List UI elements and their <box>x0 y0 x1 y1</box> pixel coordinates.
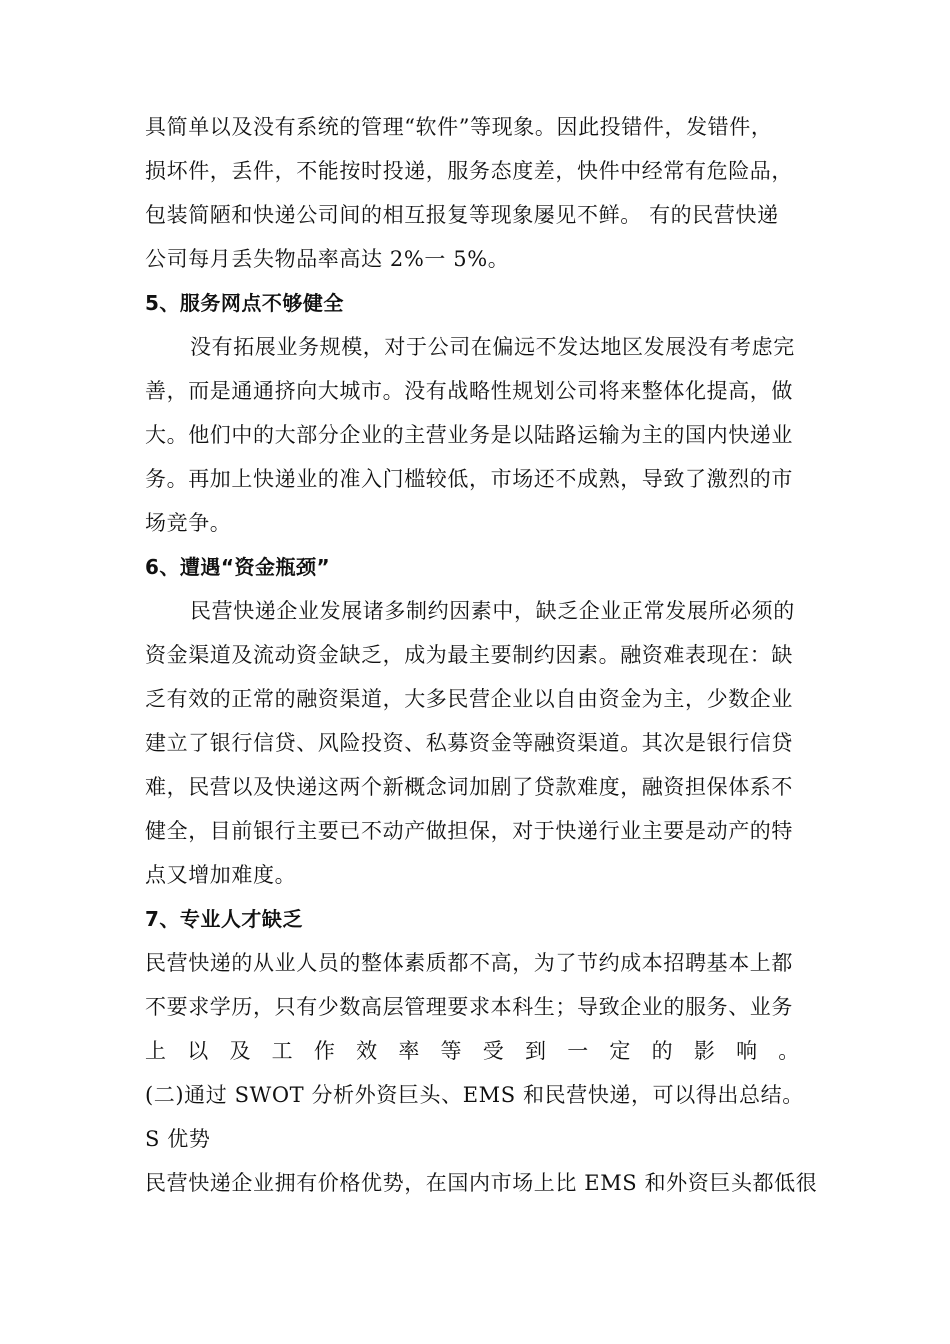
spread-char: 等 <box>440 1039 463 1063</box>
s-strength-heading: S 优势 <box>145 1127 211 1151</box>
spread-char: 定 <box>609 1039 632 1063</box>
section7-heading: 7、专业人才缺乏 <box>145 907 303 931</box>
spread-char: 一 <box>567 1039 589 1063</box>
intro-line-1: 具简单以及没有系统的管理“软件”等现象。因此投错件，发错件， <box>145 115 773 139</box>
spread-char: 响 <box>736 1039 758 1063</box>
spread-char: 到 <box>524 1039 547 1063</box>
swot-summary-line: (二)通过 SWOT 分析外资巨头、EMS 和民营快递，可以得出总结。 <box>145 1083 804 1107</box>
section7-line-1: 民营快递的从业人员的整体素质都不高，为了节约成本招聘基本上都 <box>145 951 793 975</box>
section5-line-4: 务。再加上快递业的准入门槛较低，市场还不成熟，导致了激烈的市 <box>145 467 793 491</box>
intro-line-3: 包装简陋和快递公司间的相互报复等现象屡见不鲜。 有的民营快递 <box>145 203 779 227</box>
spread-char: 的 <box>651 1039 674 1063</box>
intro-line-2: 损坏件，丢件，不能按时投递，服务态度差，快件中经常有危险品， <box>145 159 793 183</box>
spread-char: 上 <box>145 1039 167 1063</box>
section6-line-1: 民营快递企业发展诸多制约因素中，缺乏企业正常发展所必须的 <box>190 599 795 623</box>
spread-char: 及 <box>229 1039 252 1063</box>
section6-line-2: 资金渠道及流动资金缺乏，成为最主要制约因素。融资难表现在：缺 <box>145 643 793 667</box>
section6-line-7: 点又增加难度。 <box>145 863 297 887</box>
section5-line-2: 善，而是通通挤向大城市。没有战略性规划公司将来整体化提高，做 <box>145 379 793 403</box>
spread-char: 效 <box>356 1039 378 1063</box>
spread-char: 以 <box>187 1039 209 1063</box>
section5-line-1: 没有拓展业务规模，对于公司在偏远不发达地区发展没有考虑完 <box>190 335 795 359</box>
section7-line-3-justified <box>145 1037 800 1065</box>
section7-line-2: 不要求学历，只有少数高层管理要求本科生；导致企业的服务、业务 <box>145 995 793 1019</box>
intro-line-4: 公司每月丢失物品率高达 2%一 5%。 <box>145 247 510 271</box>
spread-char: 受 <box>482 1039 505 1063</box>
section5-line-5: 场竞争。 <box>145 511 232 535</box>
spread-char: 影 <box>693 1039 716 1063</box>
section5-heading: 5、服务网点不够健全 <box>145 291 344 315</box>
spread-char: 率 <box>398 1039 420 1063</box>
section6-line-5: 难，民营以及快递这两个新概念词加剧了贷款难度，融资担保体系不 <box>145 775 793 799</box>
section6-line-6: 健全，目前银行主要已不动产做担保，对于快递行业主要是动产的特 <box>145 819 793 843</box>
section5-line-3: 大。他们中的大部分企业的主营业务是以陆路运输为主的国内快递业 <box>145 423 793 447</box>
section6-heading: 6、遭遇“资金瓶颈” <box>145 555 331 579</box>
section6-line-4: 建立了银行信贷、风险投资、私募资金等融资渠道。其次是银行信贷 <box>145 731 793 755</box>
section6-line-3: 乏有效的正常的融资渠道，大多民营企业以自由资金为主，少数企业 <box>145 687 793 711</box>
spread-char: 。 <box>778 1039 800 1063</box>
s-strength-line-1: 民营快递企业拥有价格优势，在国内市场上比 EMS 和外资巨头都低很 <box>145 1171 818 1195</box>
spread-char: 作 <box>313 1039 336 1063</box>
spread-char: 工 <box>271 1039 294 1063</box>
